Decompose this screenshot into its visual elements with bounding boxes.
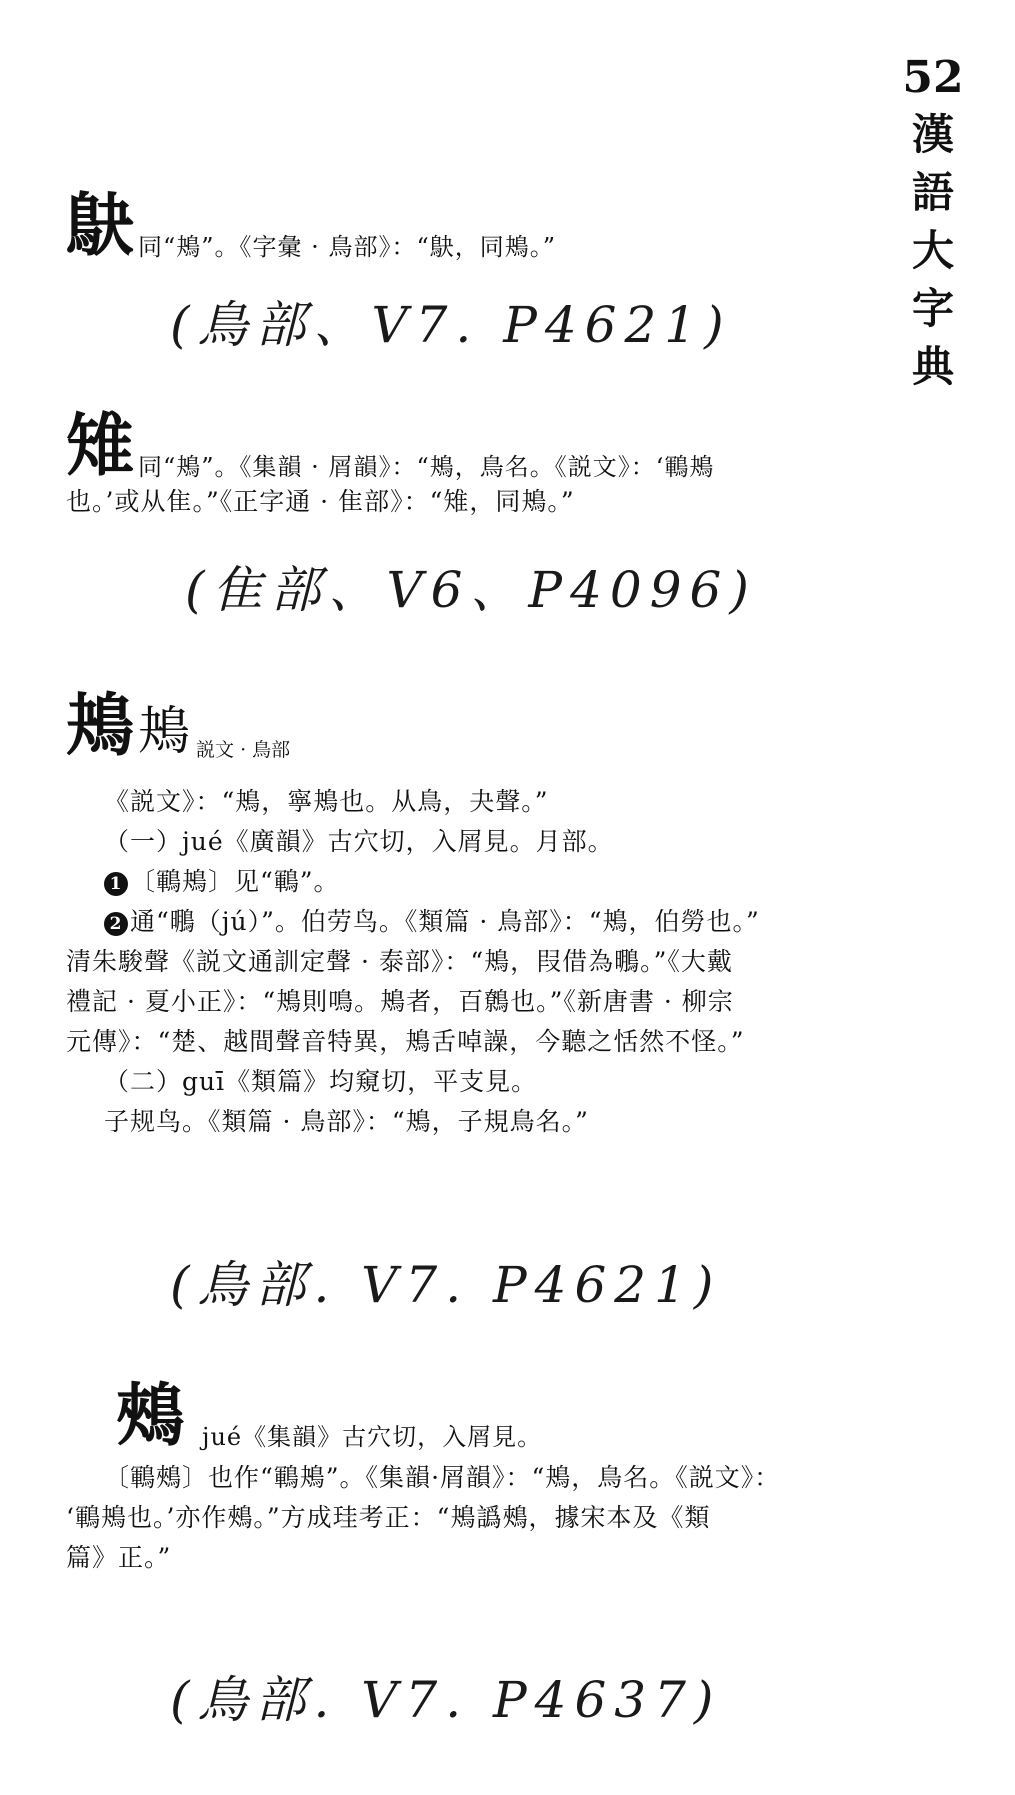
entry-text-line: 清朱駿聲《説文通訓定聲 · 泰部》：“鴂，叚借為䳟。”《大戴 (66, 947, 733, 976)
reading-text: （一）jué《廣韻》古穴切，入屑見。月部。 (104, 827, 614, 856)
entry-3 (66, 686, 866, 1142)
seal-source-label: 説文 · 鳥部 (196, 739, 291, 761)
entry-text-line: 也。’或从隹。”《正字通 · 隹部》：“雉，同鴂。” (66, 487, 575, 516)
head-character: 鴂 (66, 686, 135, 766)
entry-definition: jué《集韻》古穴切，入屑見。 (202, 1423, 543, 1451)
entry-head-line (66, 1376, 866, 1456)
entry-text-line: 〔鶤鵊〕也作“鶤鴂”。《集韻·屑韻》：“鴂，鳥名。《説文》： (104, 1463, 781, 1492)
entry-text-line: 元傳》：“楚、越間聲音特異，鴂舌啅譟，今聽之恬然不怪。” (66, 1027, 745, 1056)
seal-script-character: 鴂 (138, 702, 191, 762)
handwritten-note: (鳥部. V7. P4637) (170, 1671, 722, 1729)
handwritten-note: (鳥部、V7. P4621) (170, 296, 732, 354)
entry-head-line (66, 186, 866, 266)
page-number: 52 (902, 52, 964, 103)
side-header (898, 50, 968, 396)
entry-4 (66, 1376, 866, 1578)
title-char: 大 (911, 226, 954, 275)
entry-1 (66, 186, 866, 266)
entry-definition: 同“鴂”。《集韻 · 屑韻》：“鴂，鳥名。《説文》：‘鶤鴂 (138, 453, 715, 481)
entry-text-line: 子规鸟。《類篇 · 鳥部》：“鴂，子規鳥名。” (104, 1107, 589, 1136)
title-char: 典 (911, 342, 954, 391)
entry-head-line (66, 686, 866, 766)
entry-text: 通“䳟（jú）”。伯劳鸟。《類篇 · 鳥部》：“鴂，伯勞也。” (130, 907, 760, 936)
entry-text-line: ‘鶤鴂也。’亦作鵊。”方成珪考正：“鴂譌鵊，據宋本及《類 (66, 1503, 711, 1532)
title-char: 語 (911, 168, 954, 217)
head-character: 鴃 (66, 186, 135, 266)
entry-2 (66, 406, 866, 522)
sense-line (66, 902, 866, 942)
entry-text-line: 篇》正。” (66, 1543, 172, 1572)
title-char: 漢 (911, 110, 954, 159)
head-character: 雉 (66, 406, 135, 486)
entry-definition: 同“鴂”。《字彙 · 鳥部》：“鴃，同鴂。” (138, 233, 556, 261)
title-char: 字 (911, 284, 954, 333)
head-character: 鵊 (116, 1376, 185, 1456)
handwritten-note: (鳥部. V7. P4621) (170, 1256, 722, 1314)
entry-text-line (66, 822, 866, 862)
sense-number-badge: 2 (104, 912, 128, 936)
entry-text-line: 《説文》：“鴂，寧鴂也。从鳥，夬聲。” (104, 787, 549, 816)
handwritten-note: (隹部、V6、P4096) (185, 561, 757, 619)
sense-line (66, 862, 866, 902)
entry-text-line: 禮記 · 夏小正》：“鴂則鳴。鴂者，百鷯也。”《新唐書 · 柳宗 (66, 987, 734, 1016)
sense-number-badge: 1 (104, 872, 128, 896)
entry-head-line (66, 406, 866, 486)
entry-text: 〔鶤鴂〕见“鶤”。 (130, 867, 340, 896)
entry-text-line: （二）guī《類篇》均窺切，平支見。 (104, 1067, 538, 1096)
